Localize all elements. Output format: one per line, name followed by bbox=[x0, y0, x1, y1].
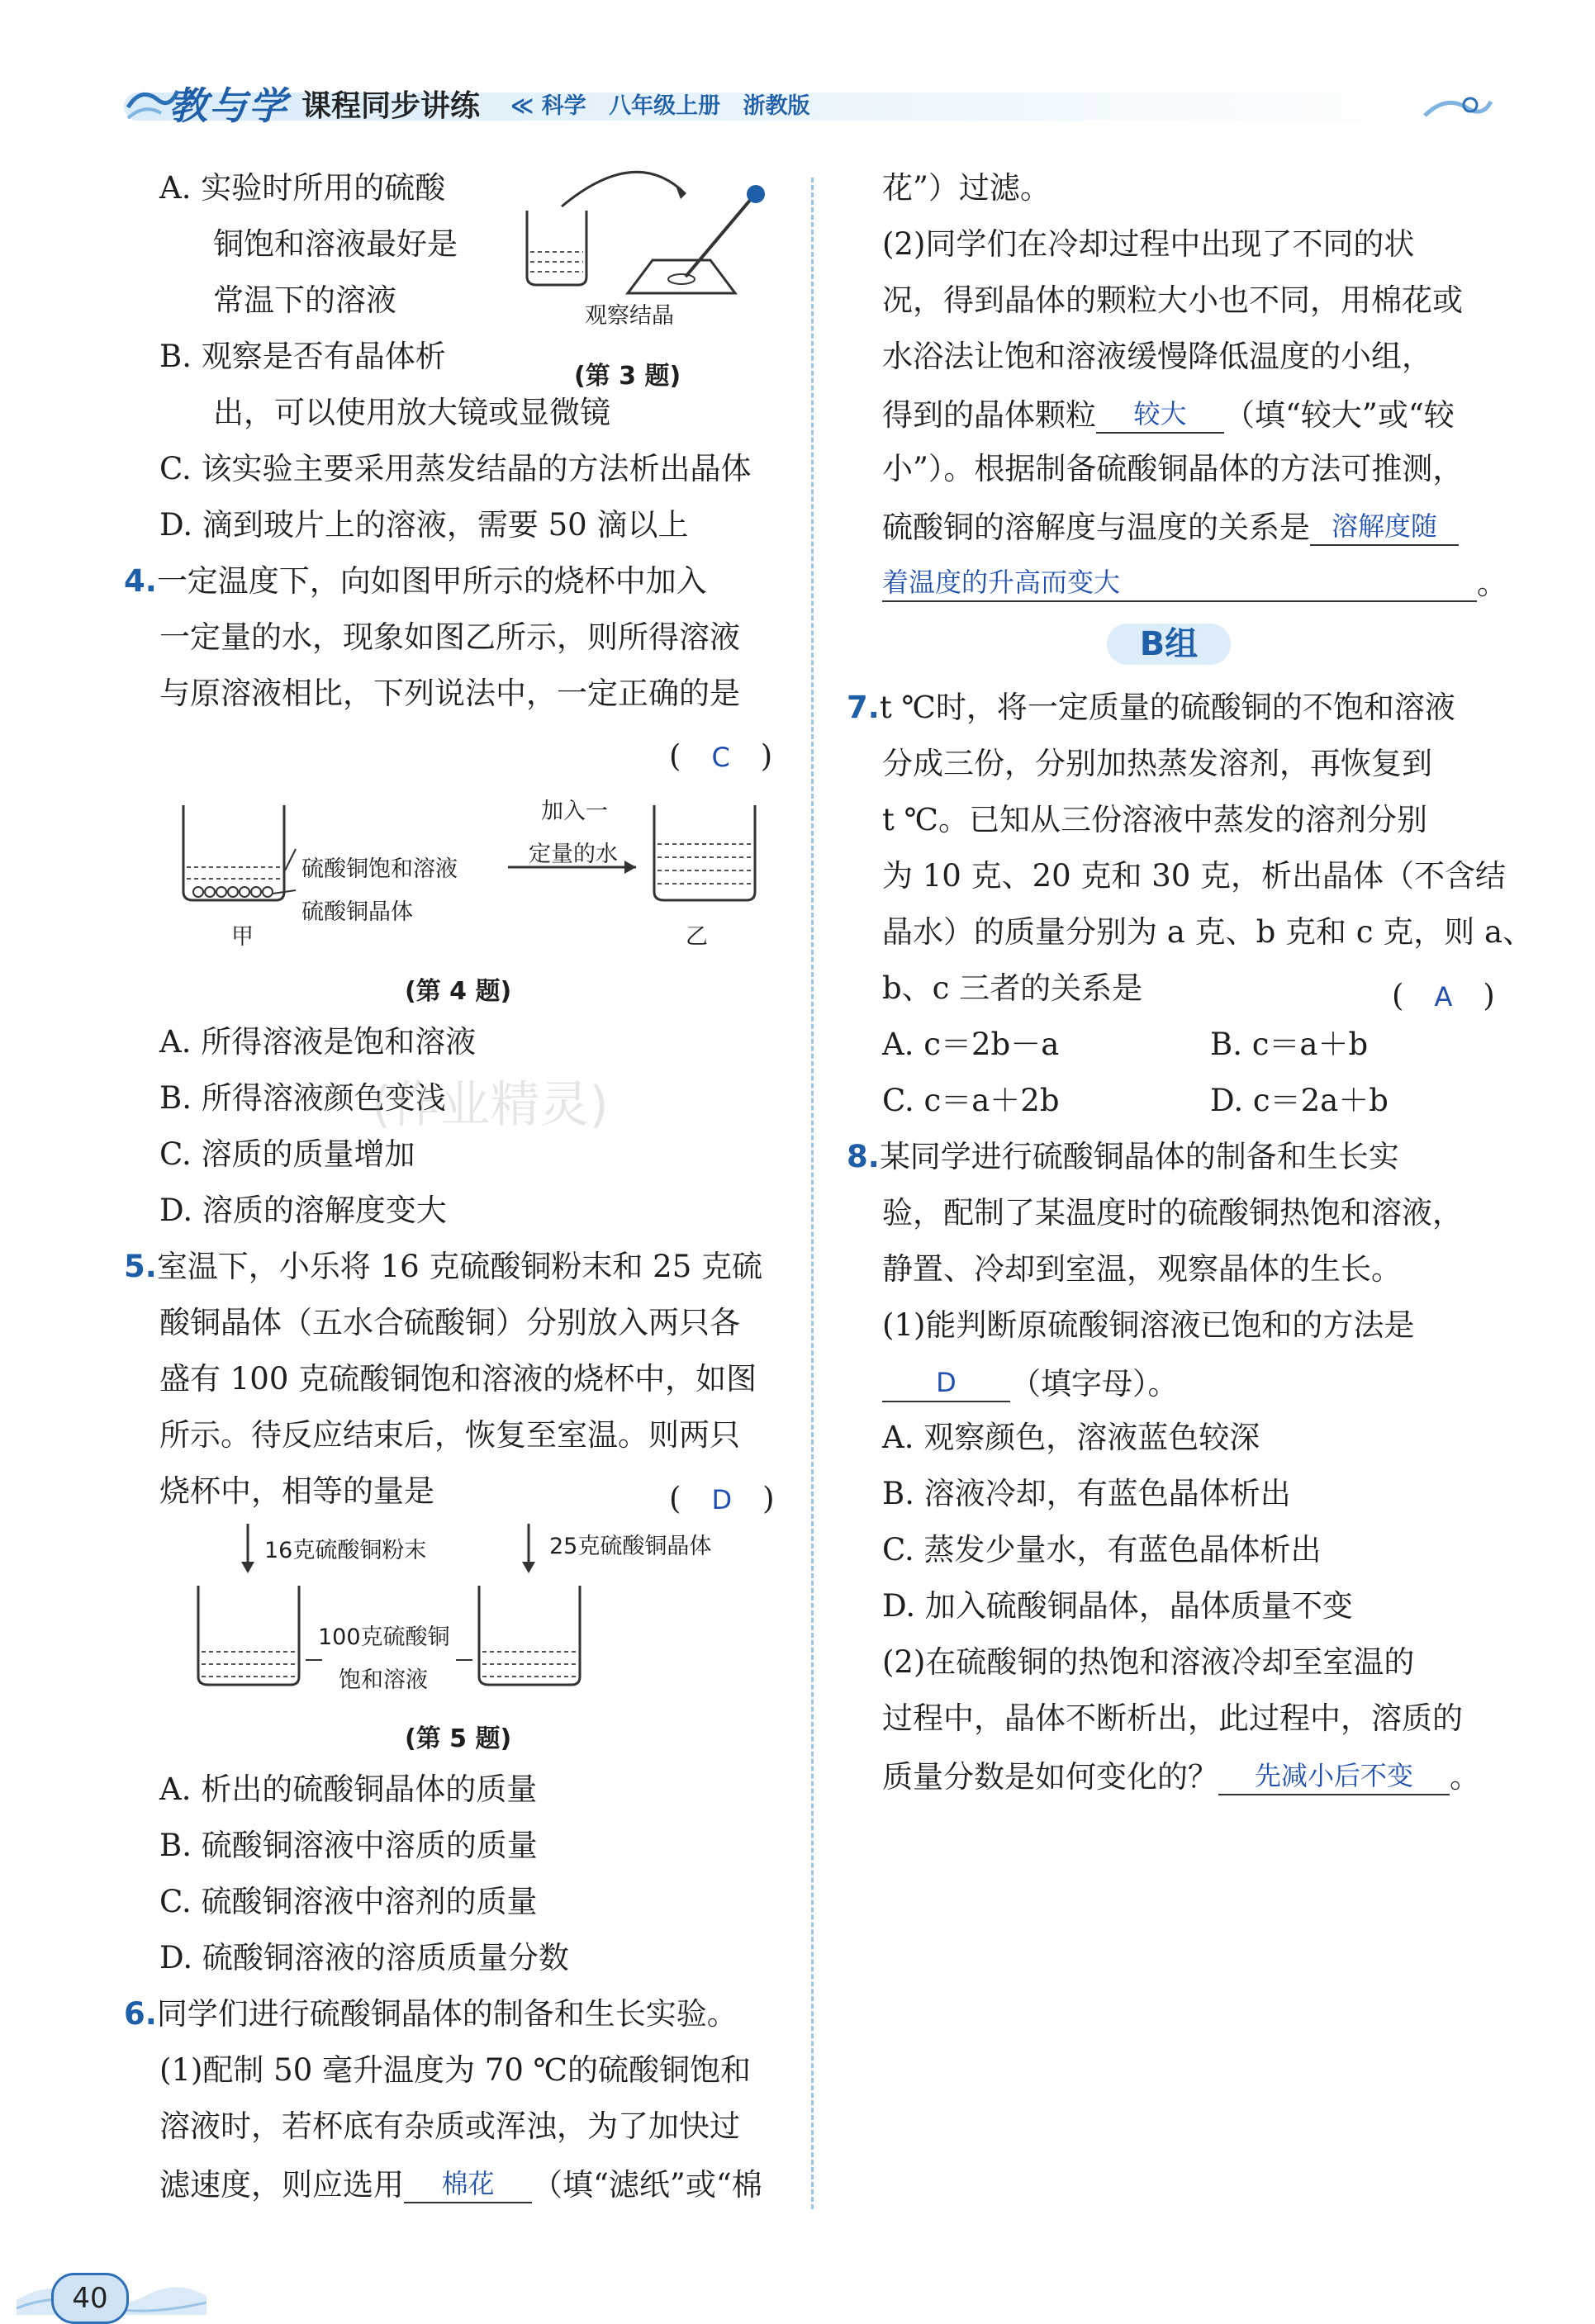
q5-caption: (第 5 题) bbox=[405, 1724, 512, 1753]
q3-figure-label: 观察结晶 bbox=[585, 303, 674, 329]
swirl-decoration-icon bbox=[1421, 87, 1495, 128]
q7-option-d: D. c＝2a＋b bbox=[1210, 1083, 1389, 1118]
q6-cont-line4: 水浴法让饱和溶液缓慢降低温度的小组， bbox=[882, 339, 1432, 374]
q4-fig-jia: 甲 bbox=[231, 924, 254, 950]
page-number: 40 bbox=[51, 2273, 129, 2324]
q7-answer: A bbox=[1434, 981, 1453, 1013]
q8-line2: 验，配制了某温度时的硫酸铜热饱和溶液， bbox=[882, 1195, 1463, 1231]
q7-line2: 分成三份，分别加热蒸发溶剂，再恢复到 bbox=[882, 746, 1432, 781]
q3-option-b-line2: 出，可以使用放大镜或显微镜 bbox=[213, 395, 610, 430]
q4-line1 bbox=[124, 563, 707, 600]
q4-fig-arrow2: 定量的水 bbox=[529, 842, 618, 867]
q6-number: 6. bbox=[124, 1996, 157, 2032]
grade-label: 八年级上册 bbox=[609, 93, 721, 119]
q5-fig-powder: 16克硫酸铜粉末 bbox=[264, 1538, 427, 1563]
series-title: 课程同步讲练 bbox=[301, 89, 481, 123]
q5-fig-mid1: 100克硫酸铜 bbox=[318, 1624, 450, 1650]
q8-line7: 过程中，晶体不断析出，此过程中，溶质的 bbox=[882, 1700, 1463, 1736]
q6-cont-line7 bbox=[882, 507, 1459, 546]
q3-caption: (第 3 题) bbox=[574, 362, 681, 391]
q7-option-c: C. c＝a＋2b bbox=[882, 1083, 1060, 1118]
q8-option-c: C. 蒸发少量水，有蓝色晶体析出 bbox=[882, 1532, 1322, 1568]
q4-text1: 一定温度下，向如图甲所示的烧杯中加入 bbox=[156, 563, 707, 599]
q5-fig-crystal: 25克硫酸铜晶体 bbox=[549, 1534, 712, 1559]
q5-line4: 所示。待反应结束后，恢复至室温。则两只 bbox=[159, 1417, 740, 1453]
q6-text4a: 滤速度，则应选用 bbox=[159, 2167, 404, 2203]
q4-fig-yi: 乙 bbox=[686, 924, 708, 950]
q4-line3: 与原溶液相比，下列说法中，一定正确的是 bbox=[159, 676, 740, 711]
column-divider bbox=[811, 178, 814, 2209]
q8-text8a: 质量分数是如何变化的？ bbox=[882, 1759, 1218, 1795]
q5-answer: D bbox=[711, 1484, 733, 1515]
q5-text1: 室温下，小乐将 16 克硫酸铜粉末和 25 克硫 bbox=[156, 1249, 763, 1284]
q4-line2: 一定量的水，现象如图乙所示，则所得溶液 bbox=[159, 619, 740, 655]
q8-text8b: 。 bbox=[1450, 1759, 1480, 1795]
q7-number: 7. bbox=[847, 690, 880, 725]
q6-line2: (1)配制 50 毫升温度为 70 ℃的硫酸铜饱和 bbox=[159, 2052, 752, 2088]
q6-blank3b bbox=[882, 563, 1477, 602]
q5-option-b: B. 硫酸铜溶液中溶质的质量 bbox=[159, 1828, 538, 1863]
q8-blank2 bbox=[1218, 1757, 1450, 1795]
q4-answer: C bbox=[711, 742, 730, 773]
q4-figure bbox=[173, 785, 768, 941]
q6-cont-line2: (2)同学们在冷却过程中出现了不同的状 bbox=[882, 226, 1415, 262]
q8-line1 bbox=[847, 1139, 1399, 1175]
q8-answer1: D bbox=[936, 1367, 957, 1398]
q6-blank3a bbox=[1310, 507, 1459, 546]
q6-answer3a: 溶解度随 bbox=[1331, 510, 1437, 542]
q3-option-a-line3: 常温下的溶液 bbox=[213, 282, 396, 318]
q5-fig-mid2: 饱和溶液 bbox=[339, 1667, 428, 1693]
q6-line3: 溶液时，若杯底有杂质或浑浊，为了加快过 bbox=[159, 2108, 740, 2144]
q4-option-c: C. 溶质的质量增加 bbox=[159, 1136, 415, 1172]
q8-line3: 静置、冷却到室温，观察晶体的生长。 bbox=[882, 1251, 1402, 1287]
group-b-heading: B组 bbox=[1107, 624, 1231, 665]
q7-option-a: A. c＝2b－a bbox=[882, 1027, 1060, 1062]
q6-cont-line8 bbox=[882, 563, 1507, 602]
brand-logo: 教与学 bbox=[169, 83, 288, 128]
q5-line2: 酸铜晶体（五水合硫酸铜）分别放入两只各 bbox=[159, 1305, 740, 1340]
q6-answer2: 较大 bbox=[1133, 398, 1187, 429]
q4-fig-crystal: 硫酸铜晶体 bbox=[301, 899, 413, 925]
q8-number: 8. bbox=[847, 1139, 880, 1174]
q3-option-b-line1: B. 观察是否有晶体析 bbox=[159, 339, 446, 374]
q6-cont-text8b: 。 bbox=[1477, 566, 1507, 601]
q8-line8 bbox=[882, 1757, 1480, 1795]
q7-line5: 晶水）的质量分别为 a 克、b 克和 c 克，则 a、 bbox=[882, 914, 1534, 950]
q6-cont-line1: 花”）过滤。 bbox=[882, 170, 1051, 206]
q6-cont-line5 bbox=[882, 395, 1455, 434]
q4-option-d: D. 溶质的溶解度变大 bbox=[159, 1193, 447, 1228]
q5-answer-paren: ( D ) bbox=[669, 1481, 775, 1516]
q8-option-b: B. 溶液冷却，有蓝色晶体析出 bbox=[882, 1476, 1291, 1511]
q5-line3: 盛有 100 克硫酸铜饱和溶液的烧杯中，如图 bbox=[159, 1361, 757, 1397]
subject-label: ≪ 科学 bbox=[510, 93, 586, 119]
q8-blank1 bbox=[882, 1364, 1010, 1402]
q8-option-a: A. 观察颜色，溶液蓝色较深 bbox=[882, 1420, 1260, 1455]
q7-line3: t ℃。已知从三份溶液中蒸发的溶剂分别 bbox=[882, 802, 1428, 837]
q4-answer-paren: ( C ) bbox=[669, 738, 773, 774]
q4-option-a: A. 所得溶液是饱和溶液 bbox=[159, 1024, 477, 1060]
q3-option-c: C. 该实验主要采用蒸发结晶的方法析出晶体 bbox=[159, 451, 752, 486]
q4-number: 4. bbox=[124, 563, 157, 599]
q6-blank2 bbox=[1096, 395, 1224, 434]
q4-caption: (第 4 题) bbox=[405, 977, 512, 1006]
q6-cont-line3: 况，得到晶体的颗粒大小也不同，用棉花或 bbox=[882, 282, 1463, 318]
q6-cont-text5b: （填“较大”或“较 bbox=[1224, 397, 1455, 433]
q3-option-d: D. 滴到玻片上的溶液，需要 50 滴以上 bbox=[159, 507, 689, 543]
q6-cont-line6: 小”）。根据制备硫酸铜晶体的方法可推测， bbox=[882, 451, 1464, 486]
q8-line4: (1)能判断原硫酸铜溶液已饱和的方法是 bbox=[882, 1307, 1415, 1343]
q5-option-c: C. 硫酸铜溶液中溶剂的质量 bbox=[159, 1884, 538, 1919]
q7-line4: 为 10 克、20 克和 30 克，析出晶体（不含结 bbox=[882, 858, 1507, 894]
q4-fig-solution: 硫酸铜饱和溶液 bbox=[301, 856, 458, 882]
q8-text1: 某同学进行硫酸铜晶体的制备和生长实 bbox=[879, 1139, 1399, 1174]
edition-label: 浙教版 bbox=[743, 93, 810, 119]
q7-line1 bbox=[847, 690, 1455, 726]
q8-line6: (2)在硫酸铜的热饱和溶液冷却至室温的 bbox=[882, 1644, 1415, 1680]
subject-info bbox=[510, 88, 824, 120]
q7-option-b: B. c＝a＋b bbox=[1210, 1027, 1369, 1062]
q3-option-a-line2: 铜饱和溶液最好是 bbox=[213, 226, 458, 262]
q6-line4 bbox=[159, 2165, 762, 2203]
q6-text4b: （填“滤纸”或“棉 bbox=[532, 2167, 762, 2203]
q7-answer-paren: ( A ) bbox=[1392, 978, 1495, 1013]
q6-text1: 同学们进行硫酸铜晶体的制备和生长实验。 bbox=[156, 1996, 738, 2032]
q6-answer1: 棉花 bbox=[441, 2168, 495, 2199]
q8-option-d: D. 加入硫酸铜晶体，晶体质量不变 bbox=[882, 1588, 1353, 1624]
q6-line1 bbox=[124, 1996, 738, 2032]
q6-blank1 bbox=[404, 2165, 532, 2203]
q8-answer2: 先减小后不变 bbox=[1254, 1760, 1413, 1791]
q6-cont-text7a: 硫酸铜的溶解度与温度的关系是 bbox=[882, 510, 1310, 545]
q5-line1 bbox=[124, 1249, 762, 1285]
q6-answer3b: 着温度的升高而变大 bbox=[882, 567, 1121, 598]
q7-text1: t ℃时，将一定质量的硫酸铜的不饱和溶液 bbox=[879, 690, 1455, 725]
q6-cont-text5a: 得到的晶体颗粒 bbox=[882, 397, 1096, 433]
q4-option-b: B. 所得溶液颜色变浅 bbox=[159, 1080, 446, 1116]
q3-option-a-line1: A. 实验时所用的硫酸 bbox=[159, 170, 446, 206]
q4-fig-arrow1: 加入一 bbox=[541, 799, 608, 824]
q8-line5 bbox=[882, 1364, 1179, 1402]
q5-option-d: D. 硫酸铜溶液的溶质质量分数 bbox=[159, 1940, 569, 1975]
q3-figure bbox=[512, 161, 785, 314]
q8-text5b: （填字母）。 bbox=[1010, 1366, 1179, 1402]
q7-line6: b、c 三者的关系是 bbox=[882, 970, 1143, 1006]
q5-number: 5. bbox=[124, 1249, 157, 1284]
q5-option-a: A. 析出的硫酸铜晶体的质量 bbox=[159, 1771, 538, 1807]
q5-line5: 烧杯中，相等的量是 bbox=[159, 1473, 434, 1509]
watermark: (作业精灵) bbox=[372, 1076, 609, 1134]
